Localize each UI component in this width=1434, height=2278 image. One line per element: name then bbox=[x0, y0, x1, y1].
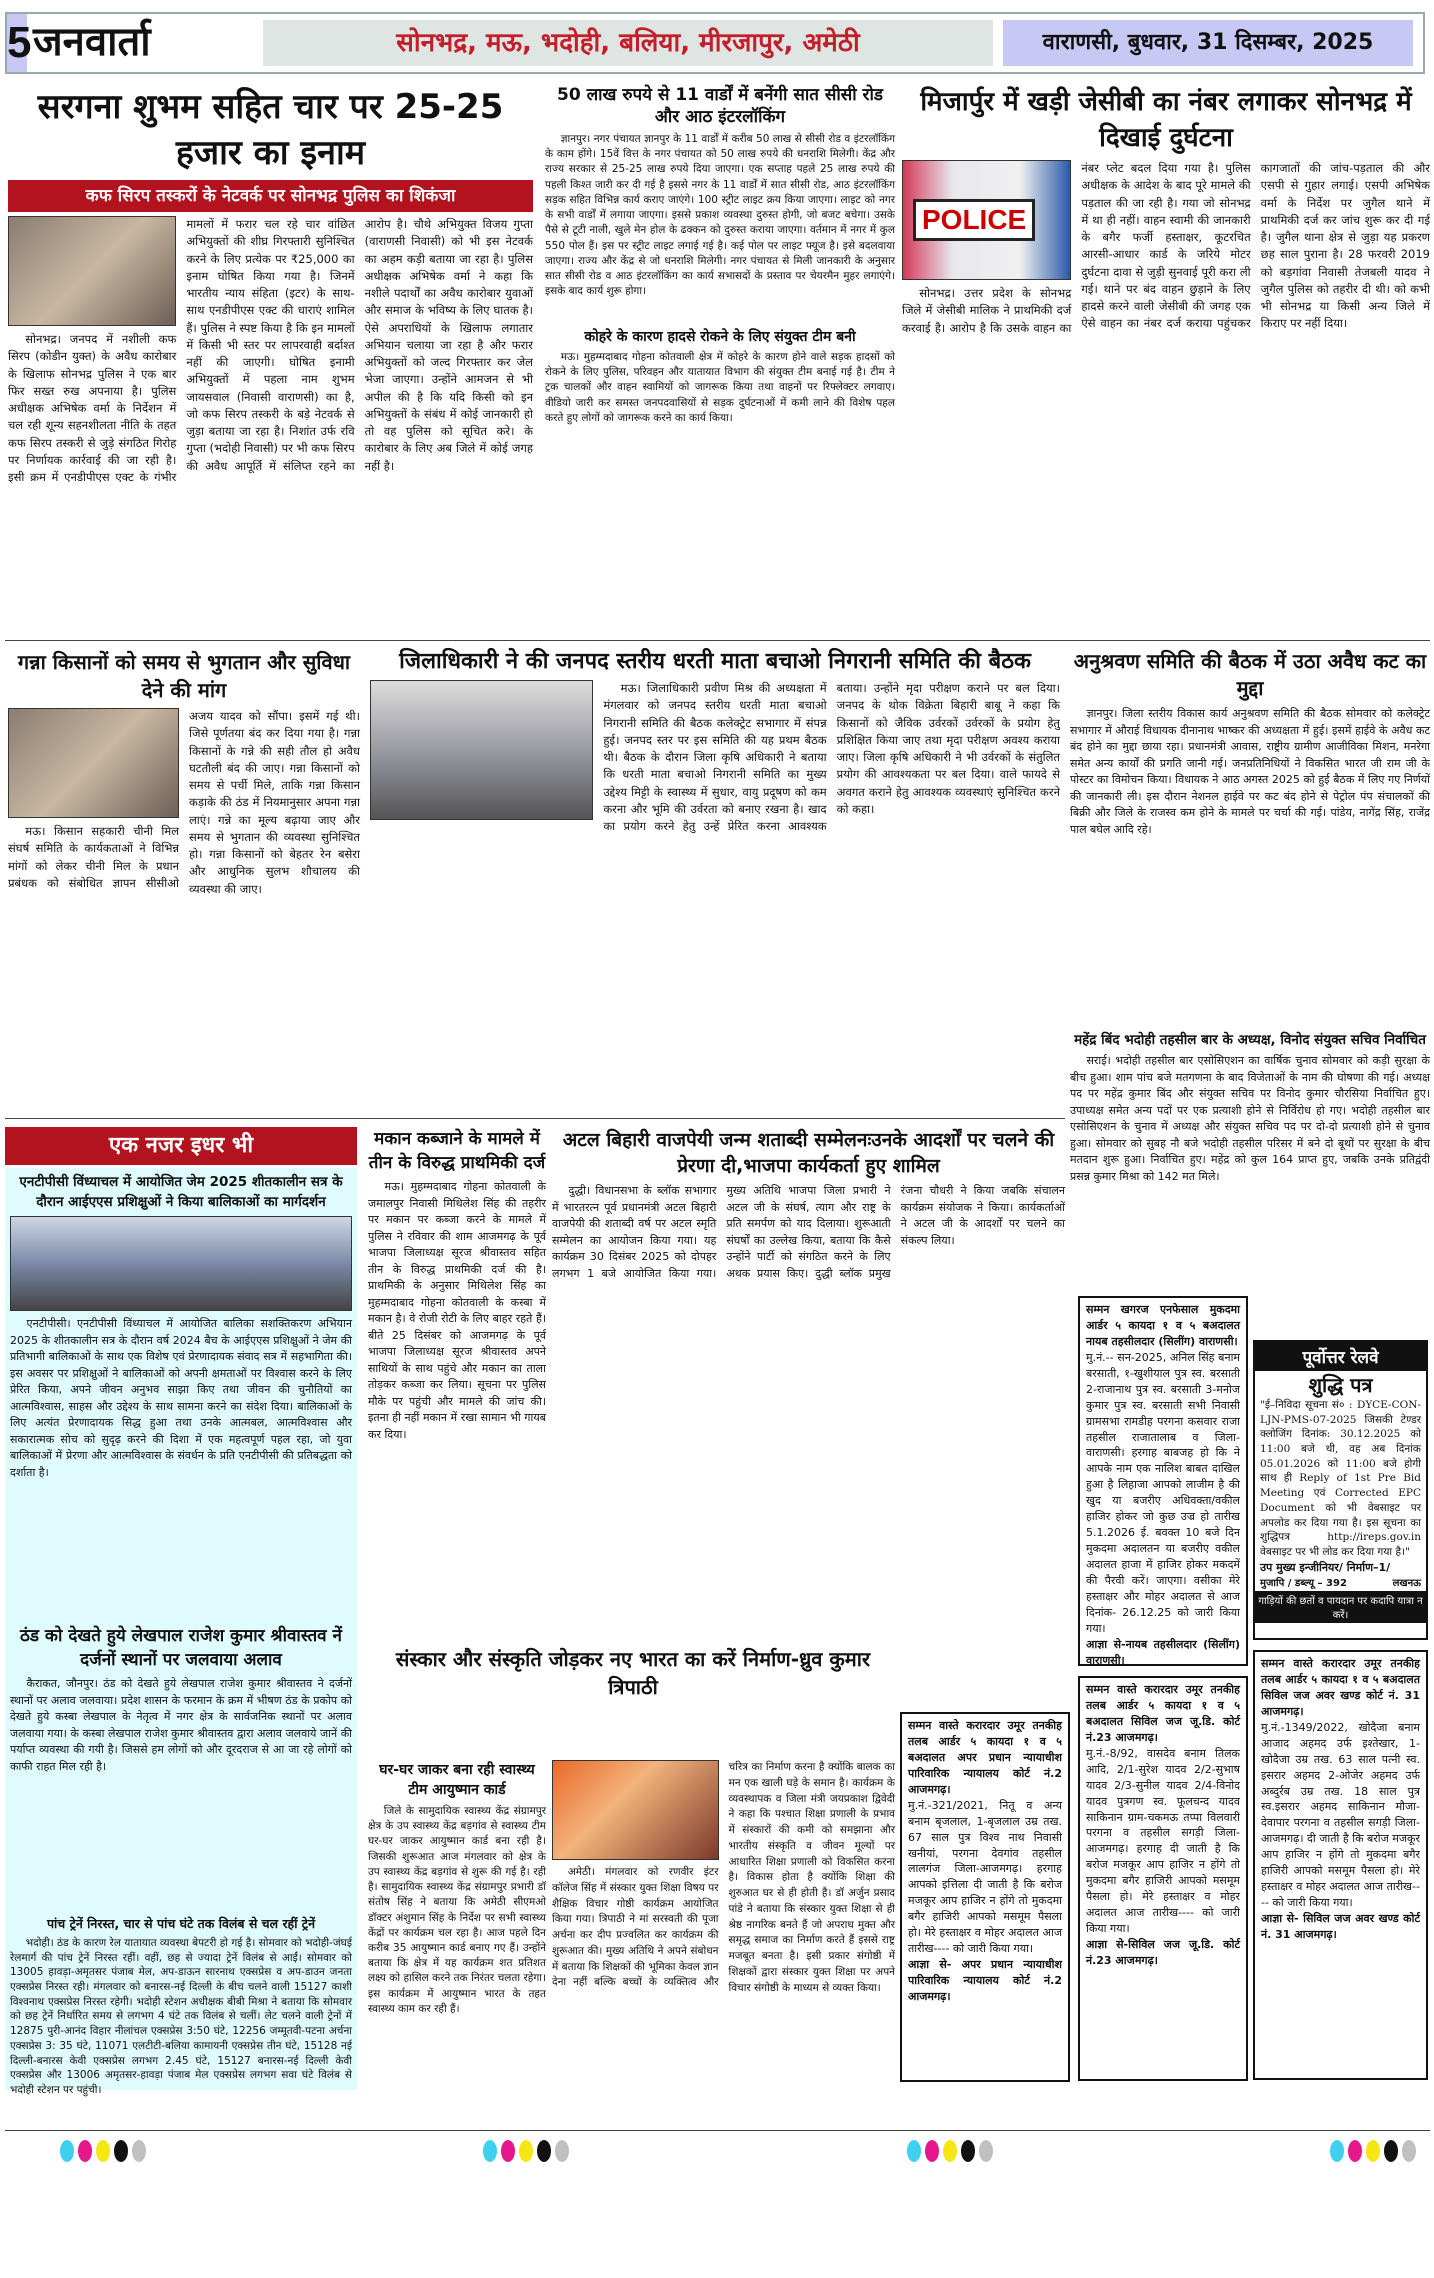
registration-dot bbox=[96, 2140, 110, 2162]
article-sanskar bbox=[552, 1760, 895, 2090]
headline-atal-conference: अटल बिहारी वाजपेयी जन्म शताब्दी सम्मेलनःउनके आदर्शों पर चलने की प्रेरणा दी,भाजपा कार्यकर्ता हुए शामिल bbox=[562, 1129, 1055, 1177]
ek-nazar-section bbox=[5, 1127, 357, 2096]
registration-dot bbox=[979, 2140, 993, 2162]
registration-dot bbox=[555, 2140, 569, 2162]
article-jcb bbox=[902, 84, 1430, 625]
registration-dot bbox=[132, 2140, 146, 2162]
headline-trains: पांच ट्रेनें निरस्त, चार से पांच घंटे तक विलंब से चल रहीं ट्रेनें bbox=[46, 1916, 316, 1931]
headline-bar-election: महेंद्र बिंद भदोही तहसील बार के अध्यक्ष, विनोद संयुक्त सचिव निर्वाचित bbox=[1074, 1032, 1426, 1048]
corrigendum-title: शुद्धि पत्र bbox=[1308, 1373, 1373, 1397]
railway-org: पूर्वोत्तर रेलवे bbox=[1255, 1342, 1426, 1371]
photo-accused bbox=[8, 216, 176, 326]
article-cough-syrup bbox=[8, 84, 533, 625]
registration-dot bbox=[114, 2140, 128, 2162]
headline-sanskar: संस्कार और संस्कृति जोड़कर नए भारत का करें निर्माण-ध्रुव कुमार त्रिपाठी bbox=[395, 1647, 871, 1699]
police-car-photo bbox=[902, 160, 1071, 280]
article-sugarcane bbox=[8, 648, 360, 1110]
section-banner: कफ सिरप तस्करों के नेटवर्क पर सोनभद्र पुलिस का शिकंजा bbox=[8, 180, 533, 212]
legal-notice: सम्मन वास्ते करारदार उमूर तनकीह तलब आर्डर ५ कायदा १ व ५ बअदालत सिविल जज जू.डि. कोर्ट नं.23 आजमगढ़। मु.नं.-8/92, वासदेव बनाम तिलक आदि, 2/1-सुरेश यादव 2/2-सुभाष यादव 2/3-सुनील यादव 2/4-विनोद यादव पुत्रगण स्व. फूलचन्द यादव साकिनान ग्राम-चकमऊ तप्पा विलवारी परगना व तहसील सगड़ी जिला-आजमगढ़। हरगाह दी जाती है कि बरोज मजकूर आप हाजिर न होंगे तो मुकदमा बगैर हाजिरी आपको मसमूम पैसला हो। मेरे हस्ताक्षर व मोहर अदालत आज तारीख---- को जारी किया गया। आज्ञा से-सिविल जज जू.डि. कोर्ट नं.23 आजमगढ़। bbox=[1078, 1676, 1248, 2081]
article-body: मऊ। मुहम्मदाबाद गोहना कोतवाली के जमालपुर निवासी मिथिलेश सिंह की तहरीर पर मकान पर कब्जा करने के मामले में पुलिस ने रविवार की शाम आजमगढ़ के पूर्व भाजपा जिलाध्यक्ष सूरज श्रीवास्तव सहित तीन के विरुद्ध प्राथमिकी दर्ज की है। प्राथमिकी के अनुसार मिथिलेश सिंह का मुहम्मदाबाद गोहना कोतवाली के कस्बा में मकान है। वे रोजी रोटी के लिए बाहर रहते हैं। बीते 25 दिसंबर को आजमगढ़ के पूर्व भाजपा जिलाध्यक्ष सूरज श्रीवास्तव अपने साथियों के साथ पहुंचे और मकान का ताला तोड़कर कब्जा कर लिया। सूचना पर पुलिस मौके पर पहुंची और मामले की जांच की। इतना ही नहीं मकान में रखा सामान भी गायब कर दिया। bbox=[368, 1180, 546, 1441]
registration-dot bbox=[1348, 2140, 1362, 2162]
headline-cough-syrup: सरगना शुभम सहित चार पर 25-25 हजार का इनाम bbox=[37, 87, 504, 173]
photo-memorandum bbox=[8, 708, 179, 818]
article-body: अमेठी। मंगलवार को रणवीर इंटर कॉलेज सिंह में संस्कार युक्त शिक्षा विषय पर शैक्षिक विचार गोष्ठी कार्यक्रम आयोजित किया गया। त्रिपाठी ने मां सरस्वती की पूजा अर्चना कर दीप प्रज्वलित कर कार्यक्रम की शुरूआत की। मुख्य अतिथि ने अपने संबोधन में बताया कि शिक्षकों की भूमिका केवल ज्ञान देना नहीं बल्कि बच्चों के व्यक्तित्व और चरित्र का निर्माण करना है क्योंकि बालक का मन एक खाली घड़े के समान है। कार्यक्रम के व्यवस्थापक व जिला मंत्री जयप्रकाश द्विवेदी ने कहा कि पश्चात शिक्षा प्रणाली के प्रभाव में संस्कारों की कमी को समझाना और भारतीय संस्कृति व जीवन मूल्यों पर आधारित शिक्षा प्रणाली को विकसित करना है। विकास होता है क्योंकि शिक्षा की शुरुआत घर से ही होती है। डॉ अर्जुन प्रसाद पांडे ने बताया कि संस्कार युक्त शिक्षा से ही श्रेष्ठ नागरिक बनते हैं जो अपराध मुक्त और समृद्ध समाज का निर्माण करते हैं इससे राष्ट्र मजबूत बनता है। इसी प्रकार संगोष्ठी में शिक्षकों द्वारा संस्कार युक्त शिक्षा पर अपने विचार संगोष्ठी के माध्यम से व्यक्त किया। bbox=[552, 1761, 895, 1994]
section-banner-ek-nazar: एक नजर इधर भी bbox=[5, 1127, 357, 1165]
article-body: सराई। भदोही तहसील बार एसोसिएशन का वार्षिक चुनाव सोमवार को कड़ी सुरक्षा के बीच हुआ। शाम पांच बजे मतगणना के बाद विजेताओं के नाम की घोषणा की गई। अध्यक्ष पद पर महेंद्र कुमार बिंद और संयुक्त सचिव पर विनोद कुमार चौरसिया निर्वाचित हुए। उपाध्यक्ष समेत अन्य पदों पर एक प्रत्याशी होने से निर्विरोध हो गए। भदोही तहसील बार एसोसिएशन के चुनाव में अध्यक्ष और संयुक्त सचिव पद पर दो-दो प्रत्याशी होने से चुनाव हुआ। सोमवार को सुबह नौ बजे भदोही तहसील परिसर में बने दो बूथों पर सुरक्षा के बीच मतदान शुरू हुआ। निर्वाचित हुए। महेंद्र को कुल 164 प्राप्त हुए, जबकि उनके प्रतिद्वंदी प्रसन्न कुमार मिश्रा को 142 मत मिले। bbox=[1070, 1054, 1430, 1183]
article-monitoring bbox=[1070, 648, 1430, 1290]
article-body: दुद्धी। विधानसभा के ब्लॉक सभागार में भारतरत्न पूर्व प्रधानमंत्री अटल बिहारी वाजपेयी की शताब्दी वर्ष पर अटल स्मृति सम्मेलन का आयोजन किया गया। यह कार्यक्रम 30 दिसंबर 2025 को दोपहर लगभग 1 बजे आयोजित किया गया। मुख्य अतिथि भाजपा जिला प्रभारी ने अटल जी के संघर्ष, त्याग और राष्ट्र के प्रति समर्पण को याद दिलाया। शुरूआती संघर्षों का उल्लेख किया, बताया कि कैसे उन्होंने पार्टी को संगठित करने के लिए अथक प्रयास किए। दुद्धी ब्लॉक प्रमुख रंजना चौधरी ने किया जबकि संचालन कार्यक्रम संयोजक ने किया। कार्यकर्ताओं ने अटल जी के आदर्शों पर चलने का संकल्प लिया। bbox=[552, 1184, 1065, 1280]
article-body: ज्ञानपुर। नगर पंचायत ज्ञानपुर के 11 वार्डों में करीब 50 लाख से सीसी रोड व इंटरलॉकिंग के काम होंगे। 15वें वित्त के नगर पंचायत को 50 लाख रुपये की धनराशि मिलेगी। केंद्र और राज्य सरकार से 25-25 लाख रुपये दिया जाएगा। एक सप्ताह पहले 25 लाख रुपये की पहली किश्त जारी कर दी गई है इससे नगर के 11 वार्डों में सात सीसी रोड, आठ इंटरलॉकिंग सड़क सहित विभिन्न कार्य कराए जाएंगे। 100 स्ट्रीट लाइट क्रय किया जाएगा। लाइट को नगर के सभी वार्डों में लगाया जाएगा। इससे प्रकाश व्यवस्था दुरुस्त होगी, जो बजट बचेगा। उसके पैसे से टूटी नाली, खुले मेन होल के ढक्कन को दुरुस्त कराया जाएगा। वर्तमान में नगर में कुल 550 पोल हैं। इस पर स्ट्रीट लाइट लगाई गई है। कई पोल पर लाइट फ्यूज है। इसे बदलवाया जाएगा। राज्य और केंद्र से जो धनराशि मिलेगी। नगर पंचायत से मिली जानकारी के अनुसार सात सीसी रोड व आठ इंटरलॉकिंग का कार्य सभासदों के प्रस्ताव पर चेयरमैन मुहर लगाएंगे। इसके बाद कार्य शुरू होगा। bbox=[545, 133, 895, 298]
registration-dot bbox=[907, 2140, 921, 2162]
registration-dot bbox=[60, 2140, 74, 2162]
divider bbox=[5, 2130, 1430, 2131]
headline-house-capture: मकान कब्जाने के मामले में तीन के विरुद्ध प्राथमिकी दर्ज bbox=[368, 1129, 546, 1173]
photo-seminar bbox=[552, 1760, 719, 1860]
article-body: कैराकत, जौनपुर। ठंड को देखते हुये लेखपाल राजेश कुमार श्रीवास्तव ने दर्जनों स्थानों पर अलाव जलवाया। प्रदेश शासन के फरमान के क्रम में भीषण ठंड के प्रकोप को देखते हुये कस्बा लेखपाल के नेतृत्व में नगर क्षेत्र के सार्वजनिक स्थानों पर अलाव जलवाया गया। के कस्बा लेखपाल राजेश कुमार श्रीवास्तव द्वारा अलाव जलवाये जानें की पर्याप्त व्यवस्था की गयी है। जिससे हम लोगों को और दूरदराज से आ जा रहे लोगों को काफी राहत मिल रही है। bbox=[10, 1677, 352, 1773]
sanskar-headline-area bbox=[368, 1645, 898, 1753]
registration-dot bbox=[1402, 2140, 1416, 2162]
police-sign: POLICE bbox=[913, 199, 1035, 241]
article-body: मऊ। किसान सहकारी चीनी मिल संघर्ष समिति के कार्यकताओं ने विभिन्न मांगों को लेकर चीनी मिल के प्रधान प्रबंधक को संबोधित ज्ञापन सीसीओ अजय यादव को सौंपा। इसमें गई थी। जिसे पूर्णतया बंद कर दिया गया है। गन्ना किसानों के गन्ने की सही तौल हो अवैध घटतौली बंद की जाए। गन्ना किसानों को समय से पर्ची मिले, ताकि गन्ना किसान कड़ाके की ठंड में नियमानुसार अपना गन्ना लाएं। गन्ने का मूल्य बढ़ाया जाए और समय से भुगतान की व्यवस्था सुनिश्चित हो। गन्ना किसानों को बेहतर रेन बसेरा और आधुनिक सुलभ शौचालय की व्यवस्था की जाए। bbox=[8, 709, 360, 896]
news-box bbox=[5, 1168, 357, 2096]
article-atal bbox=[552, 1127, 1065, 1632]
article-dm-meeting bbox=[370, 648, 1060, 1108]
headline-fog-team: कोहरे के कारण हादसे रोकने के लिए संयुक्त टीम बनी bbox=[584, 329, 856, 345]
railway-notice: पूर्वोत्तर रेलवे शुद्धि पत्र "ई–निविदा सूचना सं० : DYCE-CON-LJN-PMS-07-2025 जिसकी टेण्डर क्लोजिंग दिनांक: 30.12.2025 को 11:00 बजे थी, वह अब दिनांक 05.01.2026 को 11:00 बजे होगी साथ ही Reply of 1st Pre Bid Meeting एवं Corrected EPC Document को भी वेबसाइट पर अपलोड कर दिया गया है। इस सूचना का शुद्धिपत्र http://ireps.gov.in वेबसाइट पर भी लोड कर दिया गया है।" उप मुख्य इन्जीनियर/ निर्माण–1/ मुजापि / डब्ल्यू – 392 लखनऊ गाड़ियों की छतों व पायदान पर कदापि यात्रा न करें। bbox=[1253, 1340, 1428, 1640]
article-house-capture bbox=[368, 1127, 546, 1635]
article-body: जिले के सामुदायिक स्वास्थ्य केंद्र संग्रामपुर क्षेत्र के उप स्वास्थ्य केंद्र बड़गांव से स्वास्थ्य टीम घर-घर जाकर आयुष्मान कार्ड बना रही है। जिसकी शुरूआत आज मंगलवार को क्षेत्र के उप स्वास्थ्य केंद्र बड़गांव से शुरू की गई है। रही है। सामुदायिक स्वास्थ्य केंद्र संग्रामपुर प्रभारी डॉ संतोष सिंह ने बताया कि अमेठी सीएमओ डॉक्टर अंशुमान सिंह के निर्देश पर सभी स्वास्थ्य केंद्रों पर कार्यक्रम चल रहा है। आज पहले दिन करीब 35 आयुष्मान कार्ड बनाए गए हैं। उन्होंने बताया कि क्षेत्र में यह कार्यक्रम शत प्रतिशत लक्ष्य को हासिल करने तक निरंतर चलता रहेगा। इस कार्यक्रम में आयुष्मान भारत के तहत स्वास्थ्य काम कर रही हैं। bbox=[368, 1805, 546, 2015]
registration-dot bbox=[925, 2140, 939, 2162]
masthead bbox=[5, 12, 1425, 74]
headline-jcb: मिजार्पुर में खड़ी जेसीबी का नंबर लगाकर सोनभद्र में दिखाई दुर्घटना bbox=[920, 87, 1412, 153]
photo-ntpc-session bbox=[10, 1216, 352, 1311]
registration-dot bbox=[519, 2140, 533, 2162]
article-body: मऊ। जिलाधिकारी प्रवीण मिश्र की अध्यक्षता में मंगलवार को जनपद स्तरीय धरती माता बचाओ निगरानी समिति की बैठक कलेक्ट्रेट सभागार में संपन्न हुई। जनपद स्तर पर इस समिति की यह प्रथम बैठक थी। बैठक के दौरान जिला कृषि अधिकारी ने बताया कि धरती माता बचाओ निगरानी समिति का मुख्य उद्देश्य मिट्टी के स्वास्थ्य में सुधार, वायु प्रदूषण को कम करना और भूमि की उर्वरता को बनाए रखना है। खाद का प्रयोग करने हेतु उन्हें प्रेरित करना आवश्यक बताया। उन्होंने मृदा परीक्षण कराने पर बल दिया। जनपद के थोक विक्रेता बिहारी बाबू ने कहा कि किसानों को जैविक उर्वरकों उर्वरकों के प्रयोग हेतु प्रशिक्षित किया जाए तथा मृदा परीक्षण अवश्य कराया जाए। जिला कृषि अधिकारी ने भी उर्वरकों के संतुलित प्रयोग की आवश्यकता पर बल दिया। वाले फायदे से अवगत कराने हेतु आवश्यक व्यवस्थाएं सुनिश्चित करने को कहा। bbox=[370, 680, 1060, 1108]
newspaper-title: जनवार्ता bbox=[33, 19, 151, 65]
article-body: एनटीपीसी। एनटीपीसी विंध्याचल में आयोजित बालिका सशक्तिकरण अभियान 2025 के शीतकालीन सत्र के दौरान वर्ष 2024 बैच के आईएएस प्रशिक्षुओं ने जेम की प्रतिभागी बालिकाओं के साथ एक विशेष एवं प्रेरणादायक संवाद सत्र में सहभागिता की। इस अवसर पर प्रशिक्षुओं ने बालिकाओं को अपनी क्षमताओं पर विश्वास करने के लिए प्रेरित किया, अपने जीवन अनुभव साझा किए तथा जीवन की चुनौतियों का आत्मविश्वास, साहस और उद्देश्य के साथ सामना करने का संदेश दिया। बालिकाओं के लिए अत्यंत प्रेरणादायक सिद्ध हुआ तथा उनके आत्मबल, आत्मविश्वास और सकारात्मक सोच को सुदृढ़ करने की दिशा में एक महत्वपूर्ण पहल रहा, जो युवा बालिकाओं में प्रेरणा और आत्मविश्वास के संवर्धन के प्रति एनटीपीसी की प्रतिबद्धता को दर्शाता है। bbox=[10, 1216, 352, 1616]
headline-monitoring-committee: अनुश्रवण समिति की बैठक में उठा अवैध कट का मुद्दा bbox=[1073, 649, 1427, 700]
registration-dot bbox=[483, 2140, 497, 2162]
registration-dot bbox=[961, 2140, 975, 2162]
registration-dot bbox=[1384, 2140, 1398, 2162]
dateline: वाराणसी, बुधवार, 31 दिसम्बर, 2025 bbox=[1003, 20, 1413, 66]
photo-meeting bbox=[370, 680, 593, 820]
headline-cc-road: 50 लाख रुपये से 11 वार्डों में बनेंगी सात सीसी रोड और आठ इंटरलॉकिंग bbox=[557, 85, 883, 127]
headline-sugarcane: गन्ना किसानों को समय से भुगतान और सुविधा देने की मांग bbox=[17, 650, 351, 702]
article-body: मऊ। मुहम्मदाबाद गोहना कोतवाली क्षेत्र में कोहरे के कारण होने वाले सड़क हादसों को रोकने के लिए पुलिस, परिवहन और यातायात विभाग की संयुक्त टीम बनाई गई है। टीम ने ट्रक चालकों और वाहन स्वामियों को जागरूक किया तथा वाहनों पर रिफ्लेक्टर लगवाए। वीडियो जारी कर समस्त जनपदवासियों से सड़क दुर्घटनाओं में कमी लाने की विशेष पहल करते हुए लोगों को जागरूक करने का कार्य किया। bbox=[545, 351, 895, 424]
headline-dm-meeting: जिलाधिकारी ने की जनपद स्तरीय धरती माता बचाओ निगरानी समिति की बैठक bbox=[399, 649, 1031, 674]
registration-dot bbox=[943, 2140, 957, 2162]
legal-notice: सम्मन खगरज एनफेसाल मुकदमा आर्डर ५ कायदा १ व ५ बअदालत नायब तहसीलदार (सिलींग) वाराणसी। मु.नं.-- सन-2025, अनिल सिंह बनाम बरसाती, १-खुशीयाल पुत्र स्व. बरसाती 2-राजानाथ पुत्र स्व. बरसाती 3-मनोज कुमार पुत्र स्व. बरसाती सभी निवासी ग्रामसभा रामडीह परगना कसवार राजा तहसील राजातालाब व जिला-वाराणसी। हरगाह बाबजह हो कि ने आपके नाम एक नालिश बाबत दाखिल हुआ है लिहाजा आपको लाजीम है की खुद या बजरीए अधिवक्ता/वकील हाजिर होकर जो कुछ उज्र हो तारीख 5.1.2026 ई. बवक्त 10 बजे दिन मुकदमा अदालतन या बजरीए वकील अदालत हाजा में हाजिर होकर मकदमें की पैरवी करें। जाएगा। वसीका मेरे हस्ताक्षर और मोहर अदालत से आज दिनांक- 26.12.25 को जारी किया गया। आज्ञा से-नायब तहसीलदार (सिलींग) वाराणसी। bbox=[1078, 1296, 1248, 1666]
article-body: सोनभद्र। जनपद में नशीली कफ सिरप (कोडीन युक्त) के अवैध कारोबार के खिलाफ सोनभद्र पुलिस ने एक बार फिर सख्त रुख अपनाया है। पुलिस अधीक्षक अभिषेक वर्मा के निर्देशन में चल रही शून्य सहनशीलता नीति के तहत कफ सिरप तस्करी से जुड़े संगठित गिरोह पर निर्णायक कार्रवाई की जा रही है। इसी क्रम में एनडीपीएस एक्ट के गंभीर मामलों में फरार चल रहे चार वांछित अभियुक्तों की शीघ्र गिरफ्तारी सुनिश्चित करने के लिए प्रत्येक पर ₹25,000 का इनाम घोषित किया गया है। जिनमें भारतीय न्याय संहिता (इटर) के साथ-साथ एनडीपीएस एक्ट की धाराएं शामिल हैं। पुलिस ने स्पष्ट किया है कि इन मामलों में किसी भी स्तर पर लापरवाही बर्दाश्त नहीं की जाएगी। घोषित इनामी अभियुक्तों में पहला नाम शुभम जायसवाल (निवासी वाराणसी) का है, जो कफ सिरप तस्करी के बड़े नेटवर्क से जुड़ा बताया जा रहा है। निशांत उर्फ रवि गुप्ता (भदोही निवासी) पर भी कफ सिरप की अवैध आपूर्ति में संलिप्त रहने का आरोप है। चौथे अभियुक्त विजय गुप्ता (वाराणसी निवासी) को भी इस नेटवर्क का अहम कड़ी बताया जा रहा है। पुलिस अधीक्षक अभिषेक वर्मा ने कहा कि नशीले पदार्थों का अवैध कारोबार युवाओं और समाज के भविष्य के लिए घातक है। ऐसे अपराधियों के खिलाफ लगातार अभियान चलाया जा रहा है और फरार अभियुक्तों को जल्द गिरफ्तार कर जेल भेजा जाएगा। उन्होंने आमजन से भी अपील की है कि यदि किसी को इन अभियुक्तों के संबंध में कोई जानकारी हो तो वह पुलिस को सूचित करे। के कारोबार के लिए अब जिले में कोई जगह नहीं है। bbox=[8, 217, 533, 484]
article-body: POLICE सोनभद्र। उत्तर प्रदेश के सोनभद्र जिले में जेसीबी मालिक ने प्राथमिकी दर्ज करवाई है। आरोप है कि उसके वाहन का नंबर प्लेट बदल दिया गया है। पुलिस अधीक्षक के आदेश के बाद पूरे मामले की पड़ताल की जा रही है। गया जो सोनभद्र में था ही नहीं। वाहन स्वामी की जानकारी के बगैर फर्जी हस्ताक्षर, कूटरचित आरसी-आधार कार्ड के जरिये मोटर दुर्घटना दावा से जुड़ी सुनवाई पूरी करा ली गई। थाने पर बंद वाहन छुड़ाने के लिए हादसे करने वाली जेसीबी की जगह एक ऐसे वाहन का नंबर दर्ज कराया पहुंचकर कागजातों की जांच-पड़ताल की और एसपी से गुहार लगाई। एसपी अभिषेक वर्मा के निर्देश पर जुगैल थाने में प्राथमिकी दर्ज कर जांच शुरू कर दी गई है। जुगैल थाना क्षेत्र से जुड़ा यह प्रकरण छह साल पुराना है। 28 फरवरी 2019 को बड़गांवा निवासी तेजबली यादव ने जुगैल पुलिस को तहरीर दी थी। को कभी भी सोनभद्र या किसी अन्य जिले में किराए पर नहीं दिया। bbox=[902, 161, 1430, 335]
registration-dot bbox=[78, 2140, 92, 2162]
registration-dot bbox=[537, 2140, 551, 2162]
article-cc-road bbox=[545, 84, 895, 625]
registration-marks bbox=[60, 2140, 1420, 2166]
headline-ntpc: एनटीपीसी विंध्याचल में आयोजित जेम 2025 शीतकालीन सत्र के दौरान आईएएस प्रशिक्षुओं ने किया बालिकाओं का मार्गदर्शन bbox=[19, 1174, 343, 1210]
regions-banner: सोनभद्र, मऊ, भदोही, बलिया, मीरजापुर, अमेठी bbox=[263, 20, 993, 66]
article-body: ज्ञानपुर। जिला स्तरीय विकास कार्य अनुश्रवण समिति की बैठक सोमवार को कलेक्ट्रेट सभागार में औराई विधायक दीनानाथ भाष्कर की अध्यक्षता में हुई। इसमें हाईवे के अवैध कट बंद होने का मुद्दा छाया रहा। प्रधानमंत्री आवास, राष्ट्रीय ग्रामीण आजीविका मिशन, मनरेगा समेत अन्य कार्यों की प्रगति जानी गई। जनप्रतिनिधियों ने विकसित भारत जी राम जी के पोस्टर का विमोचन किया। विधायक ने आठ अगस्त 2025 को हुई बैठक में लिए गए निर्णयों की जानकारी ली। इस दौरान नेशनल हाईवे पर कट बंद होने से पेट्रोल पंप संचालकों की बिक्री और जिले के राजस्व कम होने के मामले पर चर्चा की गई। पांडेय, नागेंद्र सिंह, राजेंद्र पाल बघेल आदि रहे। bbox=[1070, 707, 1430, 836]
registration-dot bbox=[501, 2140, 515, 2162]
page-number: 5 bbox=[7, 14, 27, 72]
legal-notice: सम्मन वास्ते करारदार उमूर तनकीह तलब आर्डर ५ कायदा १ व ५ बअदालत अपर प्रधान न्यायाधीश पारिवारिक न्यायालय कोर्ट नं.2 आजमगढ़। मु.नं.-321/2021, नितू व अन्य बनाम बृजलाल, 1-बृजलाल उम्र तख. 67 साल पुत्र विश्व नाथ निवासी खनीयां, परगना देवगांव तहसील लालगंज जिला-आजमगढ़। हरगाह आपको इत्तिला दी जाती है कि बरोज मजकूर आप हाजिर न होंगे तो मुकदमा बगैर हाजिरी आपको मसमूम पैसला हो। मेरे हस्ताक्षर व मोहर अदालत आज तारीख---- को जारी किया गया। आज्ञा से- अपर प्रधान न्यायाधीश पारिवारिक न्यायालय कोर्ट नं.2 आजमगढ़। bbox=[900, 1712, 1070, 2082]
registration-dot bbox=[1366, 2140, 1380, 2162]
article-ayushman bbox=[368, 1760, 546, 2090]
headline-ayushman: घर-घर जाकर बना रही स्वास्थ्य टीम आयुष्मान कार्ड bbox=[379, 1762, 535, 1798]
legal-notice: सम्मन वास्ते करारदार उमूर तनकीह तलब आर्डर ५ कायदा १ व ५ बअदालत सिविल जज अवर खण्ड कोर्ट नं. 31 आजमगढ़। मु.नं.-1349/2022, खोदैजा बनाम आजाद अहमद उर्फ इश्तेखार, 1-खोदैजा उम्र तख. 63 साल पत्नी स्व. इसरार अहमद 2-ओजेर अहमद उर्फ अब्दुर्रब उम्र तख. 18 साल पुत्र स्व.इसरार अहमद साकिनान मौजा-देवापार परगना व तहसील सगड़ी जिला-आजमगढ़। दी जाती है कि बरोज मजकूर आप हाजिर न होंगे तो मुकदमा बगैर हाजिरी आपको मसमूम पैसला हो। मेरे हस्ताक्षर व मोहर अदालत आज तारीख---- को जारी किया गया। आज्ञा से- सिविल जज अवर खण्ड कोर्ट नं. 31 आजमगढ़। bbox=[1253, 1650, 1428, 2080]
registration-dot bbox=[1330, 2140, 1344, 2162]
article-body: भदोही। ठंड के कारण रेल यातायात व्यवस्था बेपटरी हो गई है। सोमवार को भदोही-जंघई रेलमार्ग की पांच ट्रेनें निरस्त रहीं। वहीं, छह से ज्यादा ट्रेनें विलंब से आईं। सोमवार को 13005 हावड़ा-अमृतसर पंजाब मेल, अप-डाऊन सारनाथ एक्सप्रेस व अप-डाउन जनता एक्सप्रेस निरस्त रही। मंगलवार को बनारस-नई दिल्ली के बीच चलने वाली 15127 काशी विश्वनाथ एक्सप्रेस निरस्त रहेगी। भदोही स्टेशन अधीक्षक बीबी मिश्रा ने बताया कि सोमवार को छह ट्रेनें निर्धारित समय से लगभग 4 घंटे तक विलंब से चलीं। लेट चलने वाली ट्रेनों में 12875 पुरी-आनंद विहार नीलांचल एक्सप्रेस 3:50 घंटे, 12256 जम्मूतवी-पटना अर्चना एक्सप्रेस 3: 35 घंटे, 11071 एलटीटी-बलिया कामायनी एक्सप्रेस तीन घंटे, 15128 नई दिल्ली-बनारस केवी एक्सप्रेस लगभग 2.45 घंटे, 15127 बनारस-नई दिल्ली केवी एक्सप्रेस और 13006 अमृतसर-हावड़ा पंजाब मेल एक्सप्रेस लगभग सवा घंटे विलंब से भदोही स्टेशन पर पहुंची। bbox=[10, 1937, 352, 2096]
divider bbox=[5, 1118, 1065, 1119]
divider bbox=[5, 640, 1430, 641]
headline-bonfire: ठंड को देखते हुये लेखपाल राजेश कुमार श्रीवास्तव नें दर्जनों स्थानों पर जलवाया अलाव bbox=[20, 1626, 342, 1670]
